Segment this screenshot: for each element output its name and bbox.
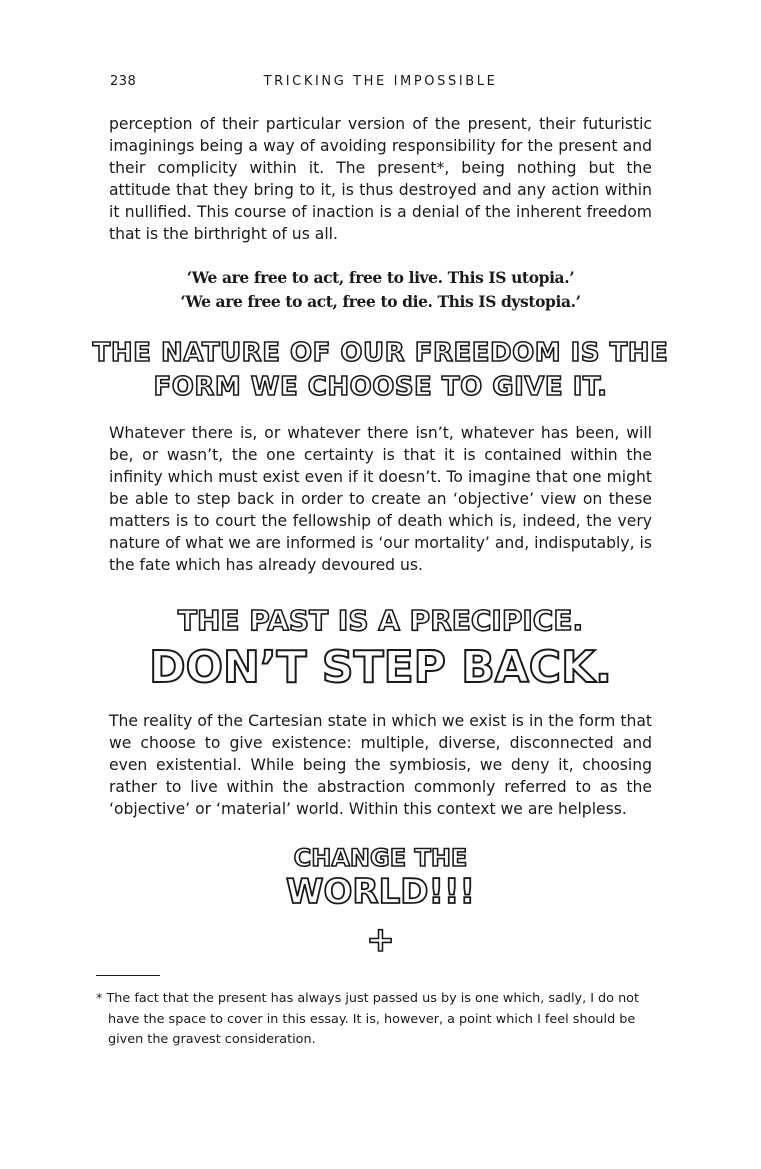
footnote: * The fact that the present has always just passed us by is one which, sadly, I do not have the space to cover in this essay. It is, however, a point which I feel should be given the gravest consideration. bbox=[96, 991, 640, 1047]
running-head: TRICKING THE IMPOSSIBLE bbox=[263, 74, 498, 89]
quote-utopia: ‘We are free to act, free to live. This IS utopia.’ bbox=[186, 268, 575, 287]
slogan-freedom-line bbox=[0, 336, 761, 404]
slogan-freedom-line-1: THE NATURE OF OUR FREEDOM IS THE bbox=[92, 338, 669, 368]
body-paragraph-2: Whatever there is, or whatever there isn’t, whatever has been, will be, or wasn’t, the one certainty is that it is contained within the infinity which must exist even if it doesn’t. To imagine that one might be able to step back in order to create an ‘objective’ view on these matters is to court the fellowship of death which is, indeed, the very nature of what we are informed is ‘our mortality’ and, indisputably, is the fate which has already devoured us. bbox=[109, 424, 652, 574]
quote-dystopia: ‘We are free to act, free to die. This IS dystopia.’ bbox=[180, 292, 581, 311]
slogan-freedom-line-2: FORM WE CHOOSE TO GIVE IT. bbox=[153, 372, 608, 402]
slogan-past-line-2: DON’T STEP BACK. bbox=[149, 642, 612, 693]
quote-block bbox=[0, 266, 761, 314]
footnote-divider bbox=[96, 975, 160, 976]
slogan-world-line-1: CHANGE THE bbox=[293, 844, 468, 872]
body-paragraph-3: The reality of the Cartesian state in which we exist is in the form that we choose to give existence: multiple, diverse, disconnected and even existential. While being the symbiosis, we deny it, choosing rather to live within the abstraction commonly referred to as the ‘objective’ or ‘material’ world. Within this context we are helpless. bbox=[109, 712, 652, 818]
body-paragraph-1: perception of their particular version of the present, their futuristic imaginings being a way of avoiding responsibility for the present and their complicity within it. The present*, being nothing but the attitude that they bring to it, is thus destroyed and any action within it nullified. This course of inaction is a denial of the inherent freedom that is the birthright of us all. bbox=[109, 115, 652, 243]
cross-mark-icon: + bbox=[366, 920, 395, 960]
slogan-world-line-2: WORLD!!! bbox=[286, 872, 475, 912]
page-number: 238 bbox=[110, 74, 137, 89]
slogan-past-line-1: THE PAST IS A PRECIPICE. bbox=[177, 604, 584, 637]
